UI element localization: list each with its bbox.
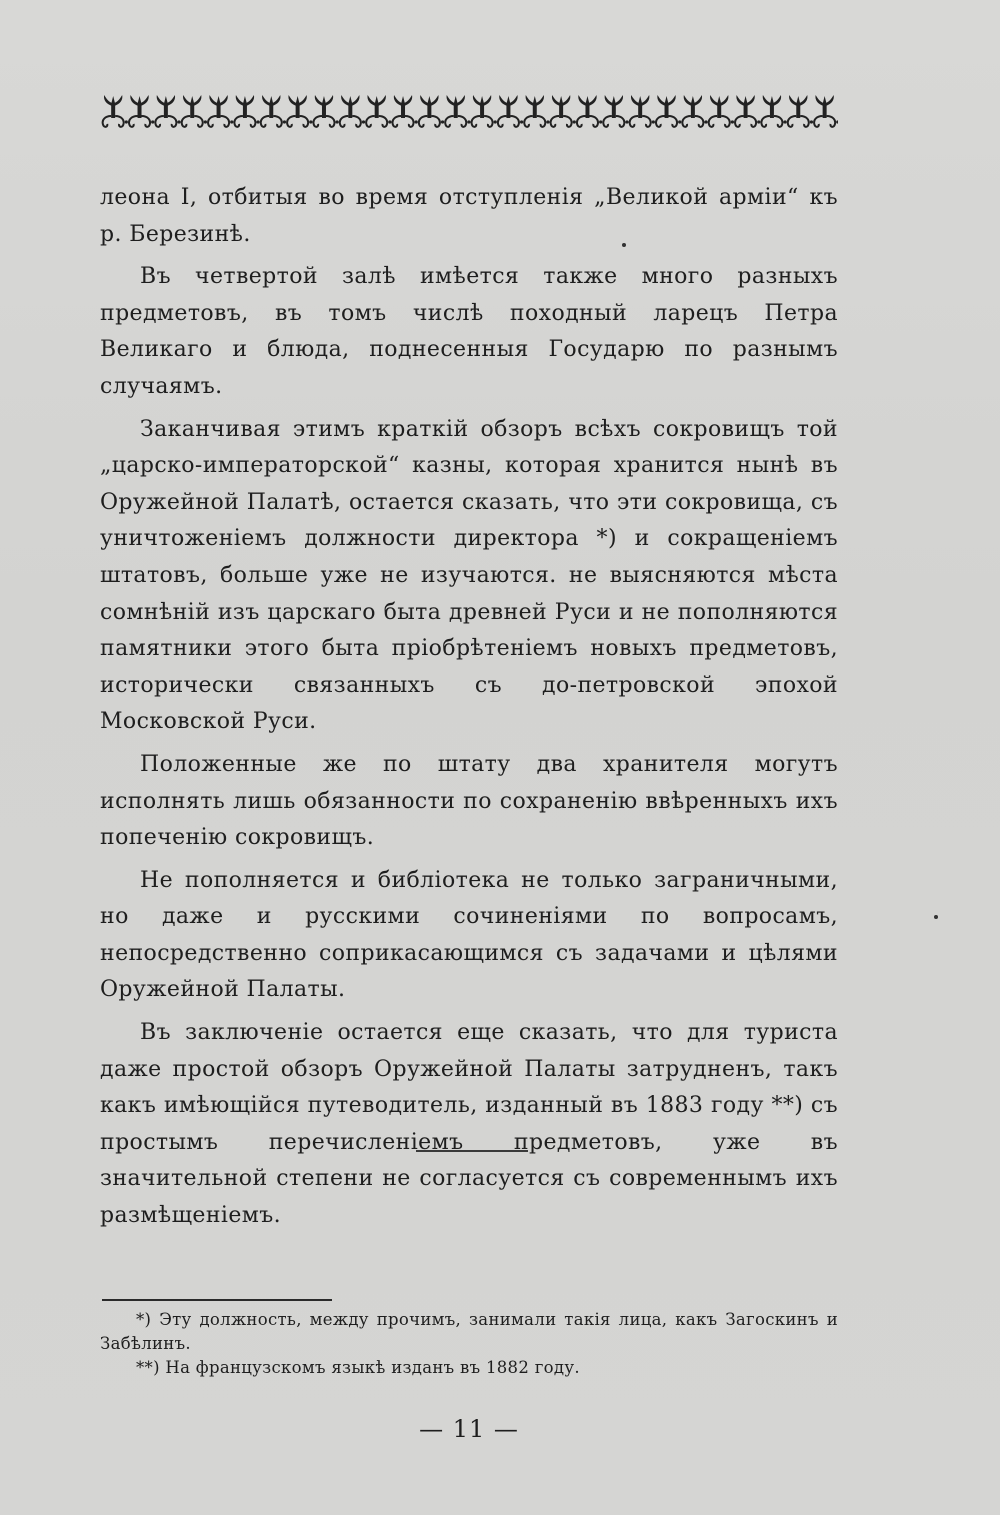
ornament-motif: [393, 95, 418, 127]
ornament-motif: [577, 95, 602, 127]
page-number: — 11 —: [419, 1415, 519, 1443]
ornament-svg: [100, 92, 838, 132]
ornament-motif: [129, 95, 154, 127]
footnote-1: *) Эту должность, между прочимъ, занимали такія лица, какъ Загоскинъ и Забѣлинъ.: [100, 1310, 838, 1353]
ornament-motif: [419, 95, 444, 127]
ornament-motif: [208, 95, 233, 127]
paragraph-3: Заканчивая этимъ краткій обзоръ всѣхъ сокровищъ той „царско-императорской“ казны, которая хранится нынѣ въ Оружейной Палатѣ, остается сказать, что эти сокровища, съ уничтоженіемъ должности директора *) и сокращеніемъ штатовъ, больше уже не изучаются. не выясняются мѣста сомнѣній изъ царскаго быта древней Руси и не пополняются памятники этого быта пріобрѣтеніемъ новыхъ предметовъ, исторически связанныхъ съ до-петровской эпохой Московской Руси.: [100, 416, 838, 735]
paragraph-6: Въ заключеніе остается еще сказать, что для туриста даже простой обзоръ Оружейной Палаты затрудненъ, такъ какъ имѣющійся путеводитель, изданный въ 1883 году **) съ простымъ перечисленіемъ предметовъ, уже въ значительной степени не согласуется съ современнымъ ихъ размѣщеніемъ.: [100, 1020, 838, 1229]
footnotes: [100, 1308, 838, 1380]
ornament-motif: [682, 95, 707, 127]
ornament-motif: [603, 95, 628, 127]
ornament-motif: [788, 95, 813, 127]
paragraph-5: Не пополняется и библіотека не только заграничными, но даже и русскими сочиненіями по вопросамъ, непосредственно соприкасающимся съ задачами и цѣлями Оружейной Палаты.: [100, 867, 838, 1003]
paragraph-2: Въ четвертой залѣ имѣется также много разныхъ предметовъ, въ томъ числѣ походный ларецъ Петра Великаго и блюда, поднесенныя Государю по разнымъ случаямъ.: [100, 264, 838, 399]
ornament-motif: [445, 95, 470, 127]
paragraph-4: Положенные же по штату два хранителя могутъ исполнять лишь обязанности по сохраненію ввѣренныхъ ихъ попеченію сокровищъ.: [100, 751, 838, 851]
footnote-2: **) На французскомъ языкѣ изданъ въ 1882 году.: [136, 1358, 580, 1377]
ornament-motif: [261, 95, 286, 127]
ornament-motif: [182, 95, 207, 127]
section-end-rule: [416, 1150, 528, 1152]
ornament-motif: [103, 95, 128, 127]
ornament-motif: [524, 95, 549, 127]
ornament-motif: [709, 95, 734, 127]
ornament-motif: [313, 95, 338, 127]
footnote-separator: [102, 1299, 332, 1301]
ornament-motif: [656, 95, 681, 127]
ornament-motif: [234, 95, 259, 127]
ornament-motif: [340, 95, 365, 127]
print-speck: [934, 915, 938, 919]
ornament-motif: [761, 95, 786, 127]
ornament-motif: [814, 95, 838, 127]
paragraph-1: леона I, отбитыя во время отступленія „Великой арміи“ къ р. Березинѣ.: [100, 185, 838, 247]
print-speck: [622, 243, 626, 247]
ornament-motif: [551, 95, 576, 127]
ornament-motif: [366, 95, 391, 127]
ornament-motif: [630, 95, 655, 127]
ornament-motif: [287, 95, 312, 127]
ornament-motif: [155, 95, 180, 127]
ornament-motif: [735, 95, 760, 127]
ornamental-header-band: [100, 92, 838, 132]
main-text: [100, 180, 838, 1235]
ornament-motif: [498, 95, 523, 127]
ornament-motif: [472, 95, 497, 127]
